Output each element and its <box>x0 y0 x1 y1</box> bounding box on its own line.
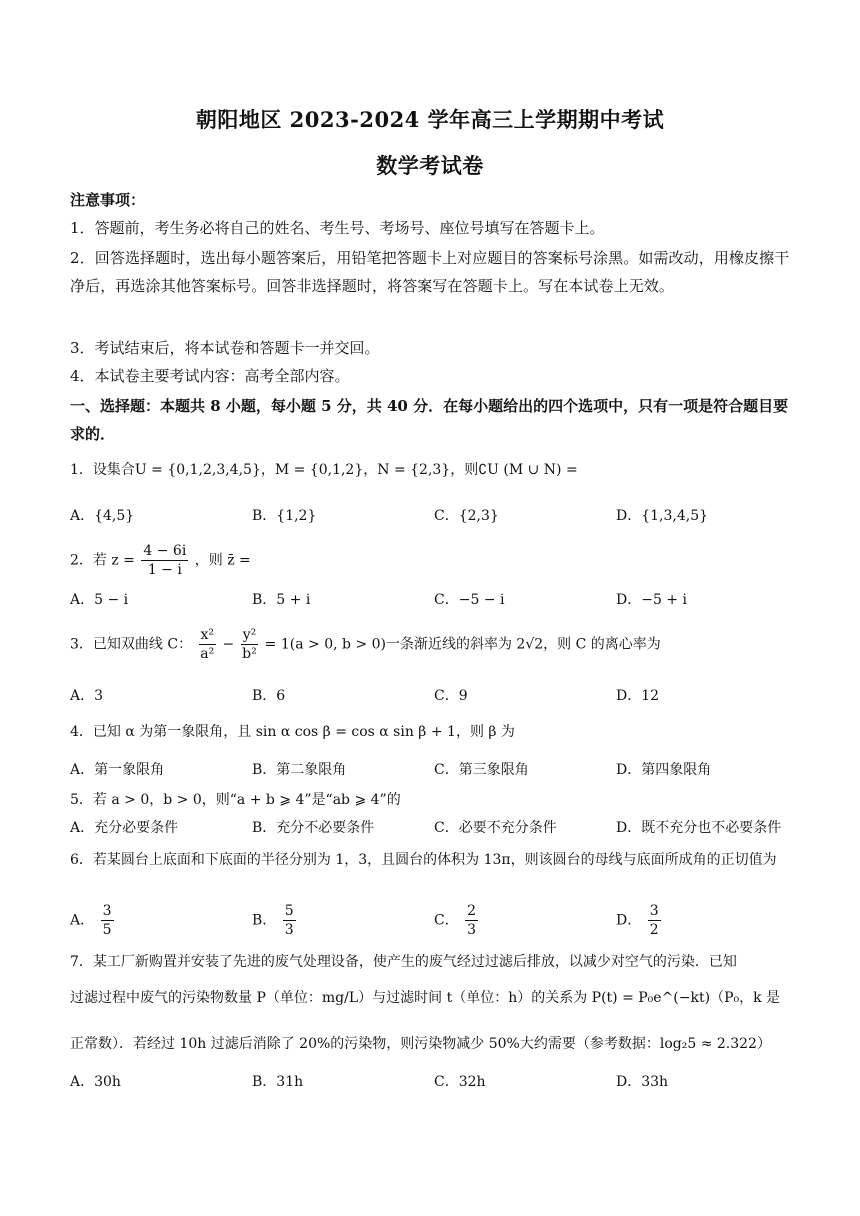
question-5-option-d[interactable]: D．既不充分也不必要条件 <box>616 820 782 836</box>
question-6-option-d-fraction <box>648 902 661 939</box>
question-2-fraction-numerator: 4 − 6i <box>143 543 187 559</box>
fraction-denominator: 5 <box>102 922 112 938</box>
question-2-fraction <box>141 542 188 579</box>
question-7-option-b[interactable]: B．31h <box>252 1074 304 1090</box>
question-2-suffix: ，则 z̄ = <box>194 552 251 569</box>
question-4-option-d[interactable]: D．第四象限角 <box>616 762 712 778</box>
question-2-option-b[interactable]: B．5 + i <box>252 592 311 608</box>
notice-item-1: 1．答题前，考生务必将自己的姓名、考生号、考场号、座位号填写在答题卡上。 <box>70 219 605 237</box>
fraction-numerator: 5 <box>284 903 294 919</box>
exam-subtitle: 数学考试卷 <box>376 153 484 178</box>
question-2-option-a[interactable]: A．5 − i <box>70 592 129 608</box>
question-6-option-a-label: A． <box>70 912 95 929</box>
fraction-denominator: 3 <box>467 922 477 938</box>
question-2-stem <box>70 542 251 579</box>
question-6-option-b-fraction <box>283 902 296 939</box>
notice-heading: 注意事项： <box>70 191 146 209</box>
question-5-option-c[interactable]: C．必要不充分条件 <box>434 820 557 836</box>
question-1-option-d[interactable]: D．{1,3,4,5} <box>616 508 709 524</box>
question-4-stem: 4．已知 α 为第一象限角，且 sin α cos β = cos α sin β + 1，则 β 为 <box>70 724 515 740</box>
question-1-option-a[interactable]: A．{4,5} <box>70 508 135 524</box>
question-6-option-d-label: D． <box>616 912 642 929</box>
question-2-option-d[interactable]: D．−5 + i <box>616 592 687 608</box>
question-7-stem-line-1: 7．某工厂新购置并安装了先进的废气处理设备，使产生的废气经过过滤后排放，以减少对空气的污染．已知 <box>70 954 737 970</box>
question-7-stem-line-3: 正常数）．若经过 10h 过滤后消除了 20%的污染物，则污染物减少 50%大约需要（参考数据：log₂5 ≈ 2.322） <box>70 1036 771 1052</box>
question-1-option-b[interactable]: B．{1,2} <box>252 508 317 524</box>
question-3-fraction-1-numerator: x² <box>200 627 215 643</box>
question-5-option-b[interactable]: B．充分不必要条件 <box>252 820 375 836</box>
question-6-option-d[interactable] <box>616 902 663 939</box>
question-2-option-c[interactable]: C．−5 − i <box>434 592 505 608</box>
question-5-option-a[interactable]: A．充分必要条件 <box>70 820 179 836</box>
question-3-option-d[interactable]: D．12 <box>616 688 660 704</box>
fraction-numerator: 2 <box>467 903 477 919</box>
notice-item-4: 4．本试卷主要考试内容：高考全部内容。 <box>70 367 350 385</box>
question-7-stem-line-2: 过滤过程中废气的污染物数量 P（单位：mg/L）与过滤时间 t（单位：h）的关系为 P(t) = P₀e^(−kt)（P₀，k 是 <box>70 990 781 1006</box>
question-3-option-c[interactable]: C．9 <box>434 688 468 704</box>
question-3-fraction-2-numerator: y² <box>242 627 257 643</box>
exam-title: 朝阳地区 2023-2024 学年高三上学期期中考试 <box>195 107 665 132</box>
question-6-option-b[interactable] <box>252 902 298 939</box>
question-7-option-d[interactable]: D．33h <box>616 1074 669 1090</box>
question-6-option-a-fraction <box>101 902 114 939</box>
question-1-stem: 1．设集合U = {0,1,2,3,4,5}，M = {0,1,2}，N = {2,3}，则∁U (M ∪ N) = <box>70 462 578 478</box>
question-4-option-b[interactable]: B．第二象限角 <box>252 762 347 778</box>
question-3-stem <box>70 626 661 663</box>
fraction-numerator: 3 <box>649 903 659 919</box>
notice-item-2: 2．回答选择题时，选出每小题答案后，用铅笔把答题卡上对应题目的答案标号涂黑。如需改动，用橡皮擦干净后，再选涂其他答案标号。回答非选择题时，将答案写在答题卡上。写在本试卷上无效。 <box>70 249 790 295</box>
fraction-numerator: 3 <box>102 903 112 919</box>
question-6-option-c-fraction <box>465 902 478 939</box>
question-7-option-c[interactable]: C．32h <box>434 1074 486 1090</box>
question-6-option-b-label: B． <box>252 912 277 929</box>
question-3-option-b[interactable]: B．6 <box>252 688 286 704</box>
question-3-prefix: 3．已知双曲线 C： <box>70 636 193 653</box>
fraction-denominator: 3 <box>284 922 294 938</box>
question-3-fraction-2-denominator: b² <box>242 646 257 662</box>
question-2-fraction-denominator: 1 − i <box>147 562 182 578</box>
question-3-fraction-1 <box>199 626 217 663</box>
question-4-option-a[interactable]: A．第一象限角 <box>70 762 165 778</box>
question-3-minus: − <box>222 636 235 653</box>
question-3-option-a[interactable]: A．3 <box>70 688 104 704</box>
notice-item-3: 3．考试结束后，将本试卷和答题卡一并交回。 <box>70 339 380 357</box>
question-6-option-c-label: C． <box>434 912 459 929</box>
question-3-fraction-2 <box>241 626 259 663</box>
fraction-denominator: 2 <box>649 922 659 938</box>
question-6-option-a[interactable] <box>70 902 116 939</box>
question-7-option-a[interactable]: A．30h <box>70 1074 121 1090</box>
question-6-option-c[interactable] <box>434 902 480 939</box>
question-6-stem: 6．若某圆台上底面和下底面的半径分别为 1，3，且圆台的体积为 13π，则该圆台的母线与底面所成角的正切值为 <box>70 852 777 868</box>
question-5-stem: 5．若 a > 0，b > 0，则“a + b ⩾ 4”是“ab ⩾ 4”的 <box>70 792 401 808</box>
question-4-option-c[interactable]: C．第三象限角 <box>434 762 529 778</box>
question-1-option-c[interactable]: C．{2,3} <box>434 508 499 524</box>
question-2-prefix: 2．若 z = <box>70 552 135 569</box>
question-3-suffix: = 1(a > 0, b > 0)一条渐近线的斜率为 2√2，则 C 的离心率为 <box>264 636 661 653</box>
question-3-fraction-1-denominator: a² <box>200 646 215 662</box>
section-heading: 一、选择题：本题共 8 小题，每小题 5 分，共 40 分．在每小题给出的四个选项中，只有一项是符合题目要求的． <box>70 397 789 443</box>
